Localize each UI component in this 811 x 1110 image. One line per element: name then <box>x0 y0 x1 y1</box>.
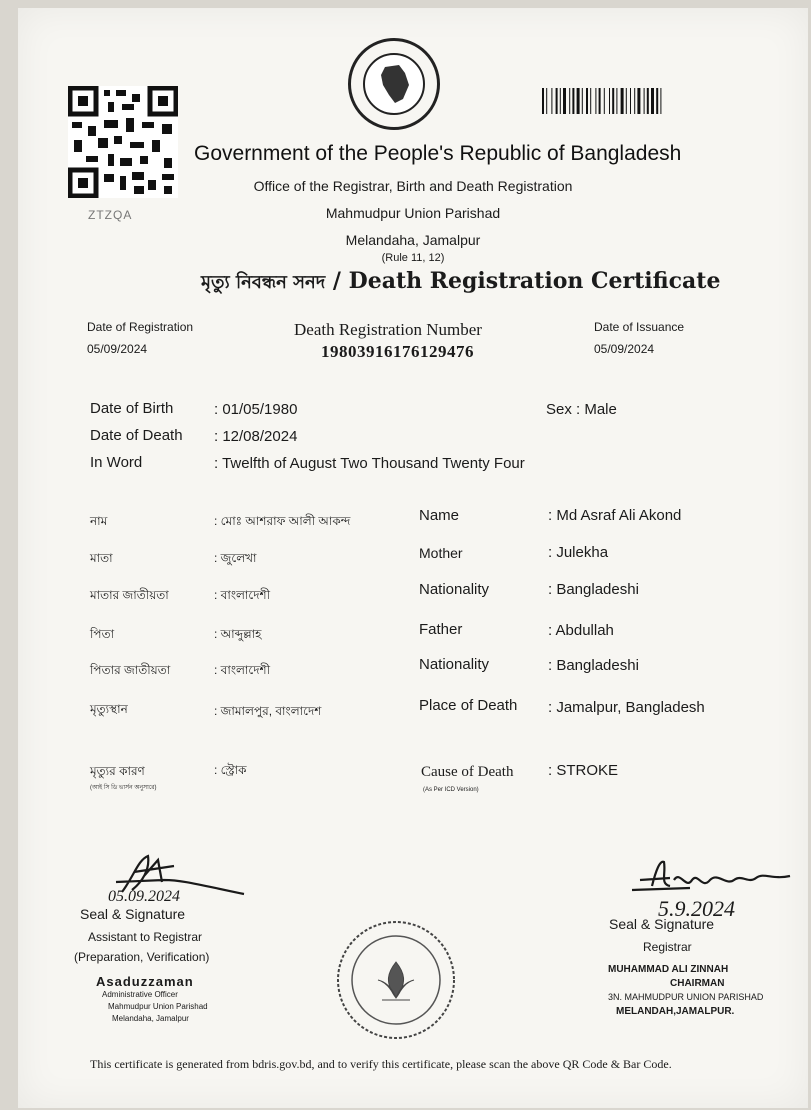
place-bn-label: মৃত্যুস্থান <box>90 702 128 716</box>
father-nationality-bn-value: : বাংলাদেশী <box>214 663 271 677</box>
cause-bn-note: (আই সি ডি ভার্সন অনুসারে) <box>90 785 157 791</box>
name-value: : Md Asraf Ali Akond <box>548 507 682 524</box>
father-bn-value: : আব্দুল্লাহ <box>214 627 262 641</box>
inword-value: : Twelfth of August Two Thousand Twenty Four <box>214 455 525 472</box>
dob-label: Date of Birth <box>90 400 174 417</box>
registrar-role: Registrar <box>643 940 692 954</box>
name-bn-value: : মোঃ আশরাফ আলী আকন্দ <box>214 514 351 528</box>
mother-bn-value: : জুলেখা <box>214 551 257 565</box>
right-seal-label: Seal & Signature <box>609 916 715 932</box>
place-value: : Jamalpur, Bangladesh <box>548 699 705 716</box>
mother-nationality-bn-value: : বাংলাদেশী <box>214 588 271 602</box>
date-of-registration: 05/09/2024 <box>87 342 148 356</box>
certificate-title-en: Death Registration Certificate <box>348 268 721 294</box>
barcode[interactable] <box>542 88 752 114</box>
mother-nationality-value: : Bangladeshi <box>548 581 639 598</box>
union-name: Mahmudpur Union Parishad <box>325 205 501 221</box>
father-label: Father <box>419 621 463 638</box>
dod-value: : 12/08/2024 <box>214 428 298 445</box>
assistant-stamp-line2: Mahmudpur Union Parishad <box>108 1002 208 1011</box>
cause-value: : STROKE <box>548 762 619 779</box>
government-title: Government of the People's Republic of Bangladesh <box>194 142 682 165</box>
date-of-issuance: 05/09/2024 <box>594 342 655 356</box>
bangladesh-map-icon <box>365 55 423 113</box>
father-value: : Abdullah <box>548 622 614 639</box>
certificate-sheet <box>18 8 808 1108</box>
cause-label: Cause of Death <box>421 764 514 780</box>
assistant-stamp-name: Asaduzzaman <box>96 974 194 989</box>
name-label: Name <box>419 507 460 524</box>
father-nationality-label: Nationality <box>419 656 490 673</box>
location: Melandaha, Jamalpur <box>345 232 481 248</box>
assistant-role: Assistant to Registrar <box>88 930 203 944</box>
verification-note: This certificate is generated from bdris.gov.bd, and to verify this certificate, please scan the above QR Code & Bar Code. <box>90 1057 672 1071</box>
inword-label: In Word <box>90 454 143 471</box>
office-name: Office of the Registrar, Birth and Death Registration <box>253 178 573 194</box>
registrar-stamp-union: 3N. MAHMUDPUR UNION PARISHAD <box>608 992 764 1002</box>
certificate-title-bn: মৃত্যু নিবন্ধন সনদ <box>201 272 326 293</box>
government-seal <box>348 38 440 130</box>
cause-note: (As Per ICD Version) <box>423 787 479 793</box>
date-of-registration-label: Date of Registration <box>87 320 194 334</box>
certificate-title <box>201 268 720 299</box>
registration-number: 19803916176129476 <box>321 342 474 361</box>
registrar-stamp-location: MELANDAH,JAMALPUR. <box>616 1006 735 1017</box>
assistant-stamp-line1: Administrative Officer <box>102 990 178 999</box>
mother-nationality-label: Nationality <box>419 581 490 598</box>
name-bn-label: নাম <box>90 514 108 528</box>
place-label: Place of Death <box>419 697 518 714</box>
date-of-issuance-label: Date of Issuance <box>594 320 685 334</box>
mother-label: Mother <box>419 545 463 561</box>
left-seal-label: Seal & Signature <box>80 906 186 922</box>
place-bn-value: : জামালপুর, বাংলাদেশ <box>214 704 322 718</box>
title-separator: / <box>325 268 349 294</box>
dob-value: : 01/05/1980 <box>214 401 298 418</box>
sex-value: Sex : Male <box>546 401 617 418</box>
cause-bn-value: : স্ট্রোক <box>214 763 247 777</box>
assistant-sign-date: 05.09.2024 <box>108 888 180 905</box>
dod-label: Date of Death <box>90 427 183 444</box>
father-bn-label: পিতা <box>90 627 115 641</box>
union-parishad-seal <box>334 918 458 1042</box>
registration-number-label: Death Registration Number <box>294 320 482 339</box>
mother-value: : Julekha <box>548 544 609 561</box>
registrar-stamp-title: CHAIRMAN <box>670 978 725 989</box>
mother-nationality-bn-label: মাতার জাতীয়তা <box>90 588 169 602</box>
registrar-sign-date: 5.9.2024 <box>658 896 735 921</box>
father-nationality-value: : Bangladeshi <box>548 657 639 674</box>
qr-caption: ZTZQA <box>88 208 133 222</box>
registrar-stamp-name: MUHAMMAD ALI ZINNAH <box>608 964 729 975</box>
mother-bn-label: মাতা <box>90 551 113 565</box>
rule-reference: (Rule 11, 12) <box>381 252 445 264</box>
assistant-role-detail: (Preparation, Verification) <box>74 950 210 964</box>
assistant-stamp-line3: Melandaha, Jamalpur <box>112 1014 189 1023</box>
cause-bn-label: মৃত্যুর কারণ <box>90 764 145 778</box>
father-nationality-bn-label: পিতার জাতীয়তা <box>90 663 171 677</box>
